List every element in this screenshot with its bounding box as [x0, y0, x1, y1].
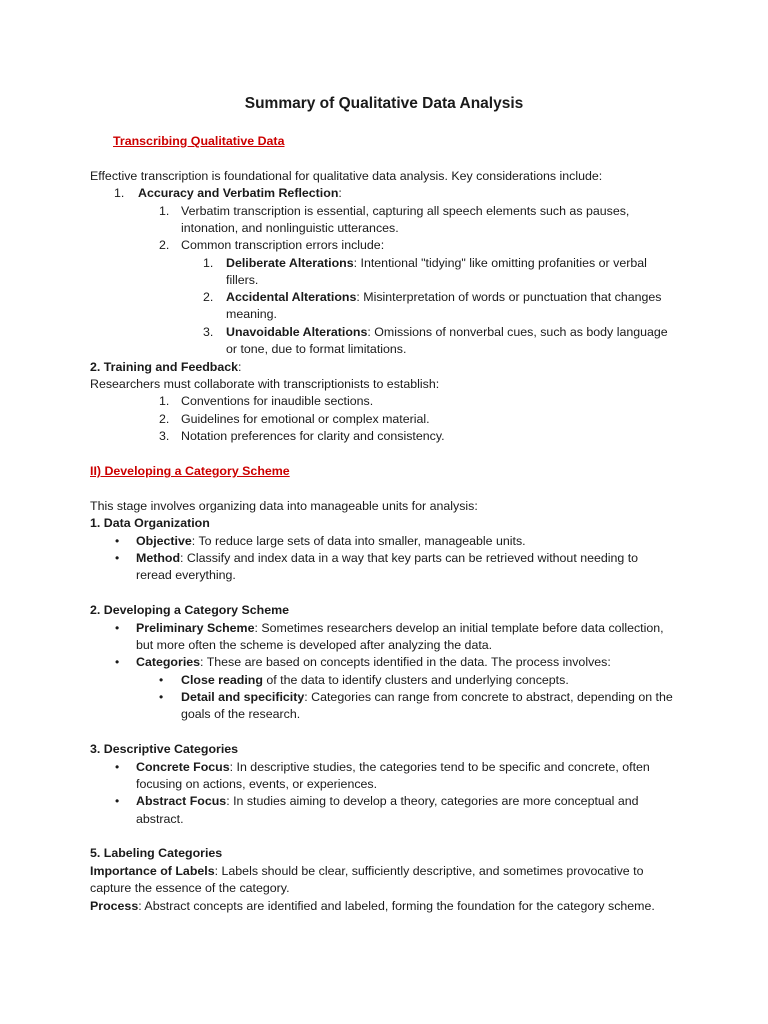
list-item-verbatim: Verbatim transcription is essential, capturing all speech elements such as pauses, — [181, 204, 630, 218]
list-item-verbatim-cont: intonation, and nonlinguistic utterances. — [181, 221, 399, 235]
bullet-concrete-focus-cont: focusing on actions, events, or experiences. — [136, 777, 378, 791]
subheading-labeling-categories: 5. Labeling Categories — [90, 846, 223, 860]
section-heading-transcribing: Transcribing Qualitative Data — [113, 134, 285, 148]
list-item-unavoidable-cont: or tone, due to format limitations. — [226, 342, 407, 356]
bullet-detail-specificity: Detail and specificity: Categories can range from concrete to abstract, depending on the — [181, 690, 673, 704]
list-number: 2. — [159, 238, 170, 252]
paragraph-importance-of-labels: Importance of Labels: Labels should be clear, sufficiently descriptive, and sometimes provocative to — [90, 864, 644, 878]
paragraph-process: Process: Abstract concepts are identified and labeled, forming the foundation for the category scheme. — [90, 899, 655, 913]
list-number: 3. — [203, 325, 214, 339]
paragraph-importance-of-labels-cont: capture the essence of the category. — [90, 881, 290, 895]
list-number: 3. — [159, 429, 170, 443]
list-number: 1. — [159, 204, 170, 218]
list-item-deliberate-cont: fillers. — [226, 273, 259, 287]
bullet-icon: • — [115, 534, 120, 548]
list-item-notation: Notation preferences for clarity and consistency. — [181, 429, 445, 443]
bullet-icon: • — [115, 621, 120, 635]
bullet-objective: Objective: To reduce large sets of data into smaller, manageable units. — [136, 534, 526, 548]
bullet-preliminary-scheme-cont: but more often the scheme is developed after analyzing the data. — [136, 638, 493, 652]
page-title: Summary of Qualitative Data Analysis — [244, 95, 524, 112]
list-item-accuracy: Accuracy and Verbatim Reflection: — [138, 186, 342, 200]
list-number: 1. — [203, 256, 214, 270]
bullet-icon: • — [159, 690, 164, 704]
training-intro: Researchers must collaborate with transcriptionists to establish: — [90, 377, 440, 391]
list-item-accidental-cont: meaning. — [226, 307, 277, 321]
training-heading: 2. Training and Feedback: — [90, 360, 242, 374]
bullet-method: Method: Classify and index data in a way that key parts can be retrieved without needing to — [136, 551, 639, 565]
bullet-preliminary-scheme: Preliminary Scheme: Sometimes researchers develop an initial template before data collection, — [136, 621, 664, 635]
section2-intro: This stage involves organizing data into manageable units for analysis: — [90, 499, 478, 513]
bullet-close-reading: Close reading of the data to identify clusters and underlying concepts. — [181, 673, 569, 687]
list-item-guidelines: Guidelines for emotional or complex material. — [181, 412, 430, 426]
list-item-unavoidable: Unavoidable Alterations: Omissions of nonverbal cues, such as body language — [226, 325, 668, 339]
list-number: 1. — [159, 394, 170, 408]
subheading-data-organization: 1. Data Organization — [90, 516, 210, 530]
list-number: 2. — [159, 412, 170, 426]
section1-intro: Effective transcription is foundational for qualitative data analysis. Key considerations include: — [90, 169, 603, 183]
bullet-concrete-focus: Concrete Focus: In descriptive studies, the categories tend to be specific and concrete, often — [136, 760, 650, 774]
bullet-abstract-focus-cont: abstract. — [136, 812, 184, 826]
list-item-accidental: Accidental Alterations: Misinterpretation of words or punctuation that changes — [226, 290, 662, 304]
bullet-icon: • — [115, 551, 120, 565]
bullet-method-cont: reread everything. — [136, 568, 236, 582]
list-number: 2. — [203, 290, 214, 304]
list-number: 1. — [114, 186, 125, 200]
list-item-deliberate: Deliberate Alterations: Intentional "tidying" like omitting profanities or verbal — [226, 256, 647, 270]
bullet-abstract-focus: Abstract Focus: In studies aiming to develop a theory, categories are more conceptual and — [136, 794, 639, 808]
bullet-icon: • — [115, 760, 120, 774]
bullet-icon: • — [115, 655, 120, 669]
section-heading-category-scheme: II) Developing a Category Scheme — [90, 464, 290, 478]
bullet-icon: • — [159, 673, 164, 687]
bullet-detail-specificity-cont: goals of the research. — [181, 707, 301, 721]
subheading-developing-scheme: 2. Developing a Category Scheme — [90, 603, 290, 617]
subheading-descriptive-categories: 3. Descriptive Categories — [90, 742, 239, 756]
list-item-conventions: Conventions for inaudible sections. — [181, 394, 374, 408]
bullet-categories: Categories: These are based on concepts identified in the data. The process involves: — [136, 655, 611, 669]
bullet-icon: • — [115, 794, 120, 808]
list-item-errors: Common transcription errors include: — [181, 238, 385, 252]
